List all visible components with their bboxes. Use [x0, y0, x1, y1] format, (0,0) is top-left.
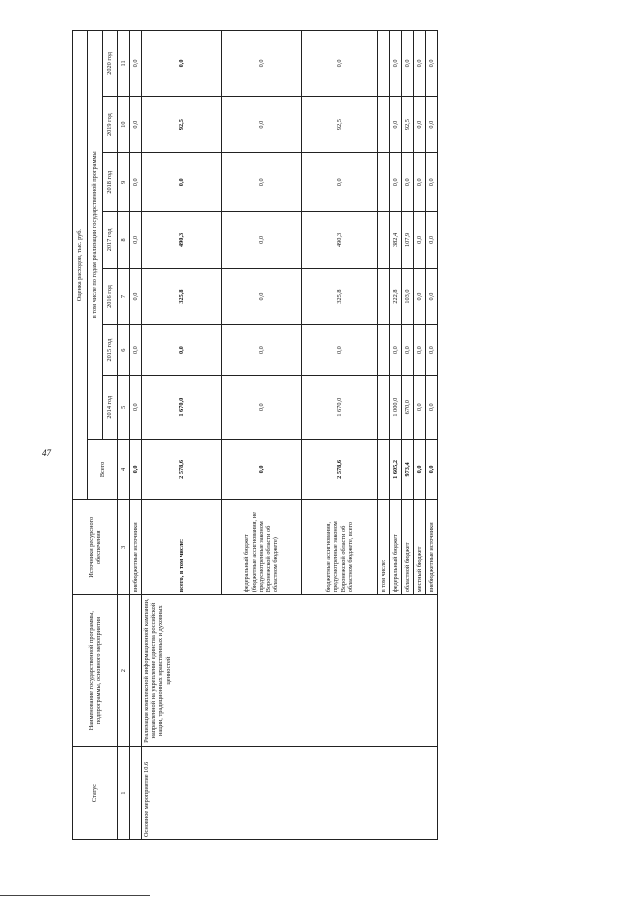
column-number: 10 [118, 96, 130, 153]
value-cell: 0,0 [402, 31, 414, 97]
value-cell: 0,0 [426, 375, 438, 439]
value-cell: 0,0 [222, 375, 302, 439]
value-cell: 0,0 [302, 325, 378, 376]
value-cell: 222,8 [390, 268, 402, 325]
value-cell: 0,0 [426, 268, 438, 325]
value-cell: 107,9 [402, 212, 414, 269]
value-cell: 0,0 [426, 96, 438, 153]
value-cell: 490,3 [142, 212, 222, 269]
value-cell: 1 000,0 [390, 375, 402, 439]
empty-cell [378, 212, 390, 269]
column-number: 3 [118, 500, 130, 595]
header-year: 2017 год [103, 212, 118, 269]
header-year: 2016 год [103, 268, 118, 325]
empty-cell [378, 268, 390, 325]
value-cell: 0,0 [130, 268, 142, 325]
header-year: 2018 год [103, 153, 118, 212]
header-by-year: в том числе по годам реализации государственной программы [88, 31, 103, 440]
value-cell: 92,5 [402, 96, 414, 153]
empty-cell [378, 439, 390, 500]
value-cell: 0,0 [142, 325, 222, 376]
status-cell: Основное мероприятие 10.6 [142, 746, 438, 839]
rotated-table-wrapper [72, 30, 435, 840]
source-cell: внебюджетные источники [426, 500, 438, 595]
value-cell: 670,0 [402, 375, 414, 439]
source-cell: областной бюджет [402, 500, 414, 595]
value-cell: 92,5 [142, 96, 222, 153]
page-number: 47 [42, 448, 51, 458]
value-cell: 2 578,6 [302, 439, 378, 500]
value-cell: 0,0 [414, 31, 426, 97]
source-cell: местный бюджет [414, 500, 426, 595]
name-cell [130, 595, 142, 747]
expense-estimate-table [72, 30, 438, 840]
column-number: 8 [118, 212, 130, 269]
value-cell: 490,3 [302, 212, 378, 269]
value-cell: 0,0 [130, 153, 142, 212]
empty-cell [378, 96, 390, 153]
sub-label-cell: в том числе: [378, 500, 390, 595]
value-cell: 0,0 [426, 212, 438, 269]
value-cell: 1 670,0 [302, 375, 378, 439]
column-number: 11 [118, 31, 130, 97]
column-number: 2 [118, 595, 130, 747]
value-cell: 325,8 [302, 268, 378, 325]
value-cell: 325,8 [142, 268, 222, 325]
empty-cell [378, 375, 390, 439]
value-cell: 2 578,6 [142, 439, 222, 500]
table-row [142, 31, 222, 840]
value-cell: 0,0 [390, 325, 402, 376]
header-year: 2014 год [103, 375, 118, 439]
value-cell: 0,0 [142, 31, 222, 97]
value-cell: 973,4 [402, 439, 414, 500]
header-status: Статус [73, 746, 118, 839]
value-cell: 0,0 [414, 439, 426, 500]
value-cell: 0,0 [302, 31, 378, 97]
status-cell [130, 746, 142, 839]
value-cell: 0,0 [426, 325, 438, 376]
value-cell: 0,0 [302, 153, 378, 212]
header-year: 2015 год [103, 325, 118, 376]
value-cell: 0,0 [130, 31, 142, 97]
value-cell: 92,5 [302, 96, 378, 153]
value-cell: 0,0 [426, 31, 438, 97]
value-cell: 0,0 [222, 325, 302, 376]
source-cell: федеральный бюджет (бюджетные ассигнования, не предусмотренные законом Воронежской области об областном бюджете) [222, 500, 302, 595]
value-cell: 0,0 [130, 325, 142, 376]
header-name: Наименование государственной программы, подпрограммы, основного мероприятия [73, 595, 118, 747]
empty-cell [378, 31, 390, 97]
column-number: 9 [118, 153, 130, 212]
value-cell: 0,0 [390, 153, 402, 212]
column-number: 4 [118, 439, 130, 500]
measure-name-cell: Реализация комплексной информационной кампании, направленной на укрепление единства российской нации, традиционных нравственных и духовных ценностей [142, 595, 438, 747]
value-cell: 0,0 [222, 212, 302, 269]
prev-row [130, 31, 142, 840]
value-cell: 0,0 [426, 153, 438, 212]
value-cell: 382,4 [390, 212, 402, 269]
source-cell: федеральный бюджет [390, 500, 402, 595]
footer-rule [0, 895, 150, 896]
value-cell: 0,0 [414, 153, 426, 212]
value-cell: 0,0 [130, 96, 142, 153]
value-cell: 0,0 [142, 153, 222, 212]
value-cell: 0,0 [222, 96, 302, 153]
value-cell: 0,0 [426, 439, 438, 500]
value-cell: 0,0 [130, 375, 142, 439]
value-cell: 0,0 [414, 325, 426, 376]
empty-cell [378, 325, 390, 376]
value-cell: 0,0 [414, 96, 426, 153]
value-cell: 0,0 [414, 268, 426, 325]
value-cell: 0,0 [222, 268, 302, 325]
value-cell: 0,0 [414, 375, 426, 439]
column-number: 6 [118, 325, 130, 376]
value-cell: 0,0 [130, 439, 142, 500]
value-cell: 0,0 [222, 439, 302, 500]
empty-cell [378, 153, 390, 212]
source-cell: внебюджетные источники [130, 500, 142, 595]
value-cell: 0,0 [130, 212, 142, 269]
value-cell: 0,0 [414, 212, 426, 269]
value-cell: 0,0 [402, 325, 414, 376]
column-number: 7 [118, 268, 130, 325]
header-year: 2020 год [103, 31, 118, 97]
header-source: Источники ресурсного обеспечения [73, 500, 118, 595]
header-estimate: Оценка расходов, тыс. руб. [73, 31, 88, 500]
value-cell: 0,0 [390, 96, 402, 153]
source-cell: бюджетные ассигнования, предусмотренные законом Воронежской области об областном бюджете, всего [302, 500, 378, 595]
value-cell: 1 670,0 [142, 375, 222, 439]
column-number: 5 [118, 375, 130, 439]
value-cell: 1 605,2 [390, 439, 402, 500]
column-number: 1 [118, 746, 130, 839]
value-cell: 0,0 [390, 31, 402, 97]
value-cell: 0,0 [222, 31, 302, 97]
value-cell: 0,0 [222, 153, 302, 212]
value-cell: 0,0 [402, 153, 414, 212]
value-cell: 103,0 [402, 268, 414, 325]
header-total: Всего [88, 439, 118, 500]
source-cell: всего, в том числе: [142, 500, 222, 595]
header-year: 2019 год [103, 96, 118, 153]
